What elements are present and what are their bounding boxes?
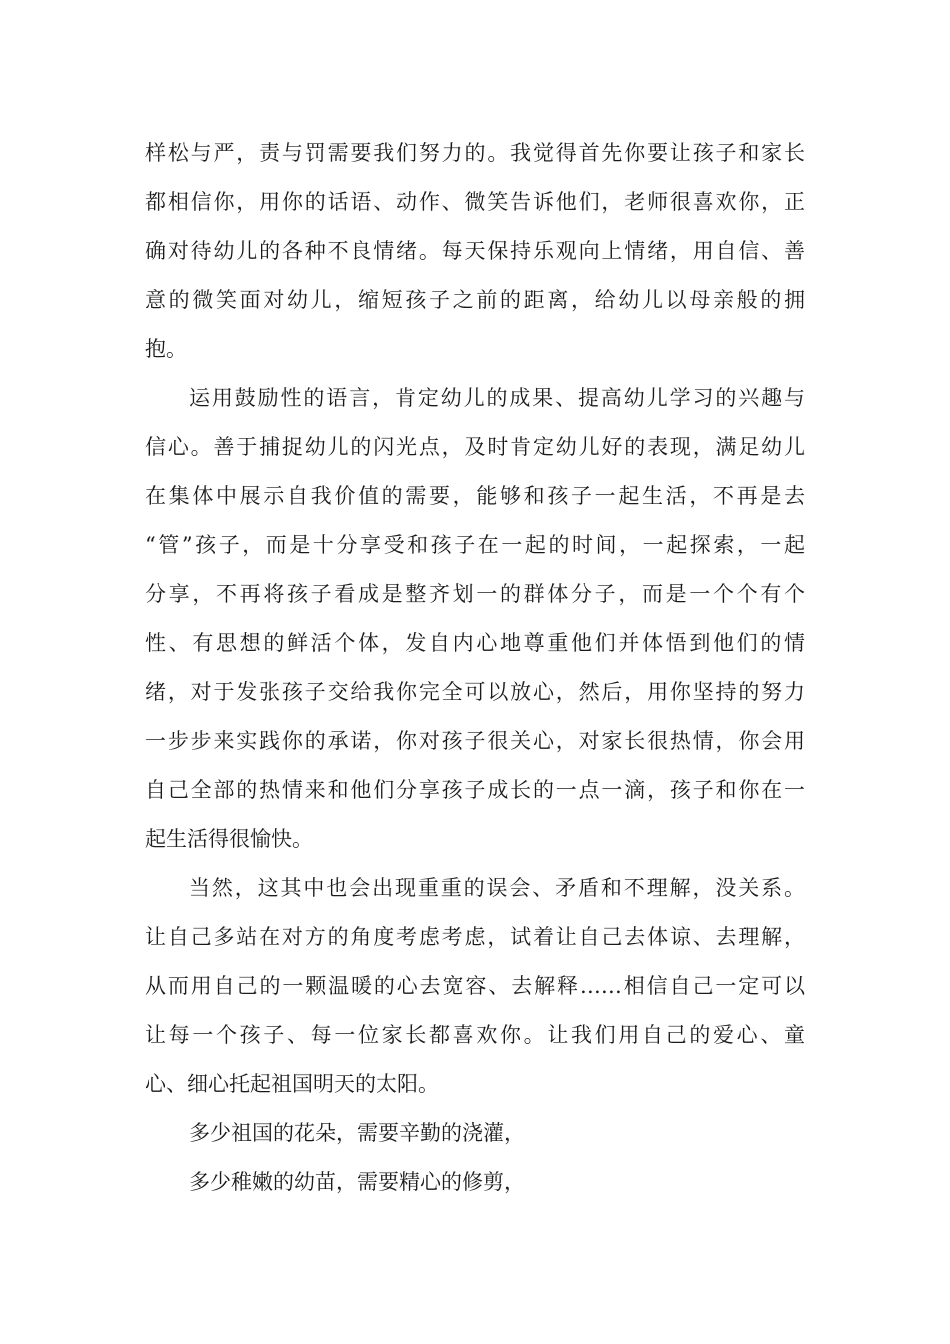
verse-line: 多少稚嫩的幼苗，需要精心的修剪， (189, 1170, 525, 1194)
text-line: 自己全部的热情来和他们分享孩子成长的一点一滴，孩子和你在一 (145, 778, 805, 802)
text-line: 心、细心托起祖国明天的太阳。 (145, 1072, 439, 1096)
text-line: 从而用自己的一颗温暖的心去宽容、去解释……相信自己一定可以 (145, 974, 805, 998)
text-line: 确对待幼儿的各种不良情绪。每天保持乐观向上情绪，用自信、善 (145, 239, 805, 263)
text-line: 绪，对于发张孩子交给我你完全可以放心，然后，用你坚持的努力 (145, 680, 805, 704)
text-line: 起生活得很愉快。 (145, 827, 313, 851)
text-line: 让自己多站在对方的角度考虑考虑，试着让自己去体谅、去理解， (145, 925, 805, 949)
text-line: 意的微笑面对幼儿，缩短孩子之前的距离，给幼儿以母亲般的拥 (145, 288, 805, 312)
text-line: 都相信你，用你的话语、动作、微笑告诉他们，老师很喜欢你，正 (145, 190, 805, 214)
text-line: “管”孩子，而是十分享受和孩子在一起的时间，一起探索，一起 (145, 533, 805, 557)
text-line: 在集体中展示自我价值的需要，能够和孩子一起生活，不再是去 (145, 484, 805, 508)
text-line: 性、有思想的鲜活个体，发自内心地尊重他们并体悟到他们的情 (145, 631, 805, 655)
text-line: 信心。善于捕捉幼儿的闪光点，及时肯定幼儿好的表现，满足幼儿 (145, 435, 805, 459)
text-line: 样松与严，责与罚需要我们努力的。我觉得首先你要让孩子和家长 (145, 141, 805, 165)
paragraph-first-line: 运用鼓励性的语言，肯定幼儿的成果、提高幼儿学习的兴趣与 (189, 386, 805, 410)
paragraph-first-line: 当然，这其中也会出现重重的误会、矛盾和不理解，没关系。 (189, 876, 805, 900)
verse-line: 多少祖国的花朵，需要辛勤的浇灌， (189, 1121, 525, 1145)
text-line: 一步步来实践你的承诺，你对孩子很关心，对家长很热情，你会用 (145, 729, 805, 753)
text-line: 抱。 (145, 337, 187, 361)
text-line: 分享，不再将孩子看成是整齐划一的群体分子，而是一个个有个 (145, 582, 805, 606)
text-line: 让每一个孩子、每一位家长都喜欢你。让我们用自己的爱心、童 (145, 1023, 805, 1047)
